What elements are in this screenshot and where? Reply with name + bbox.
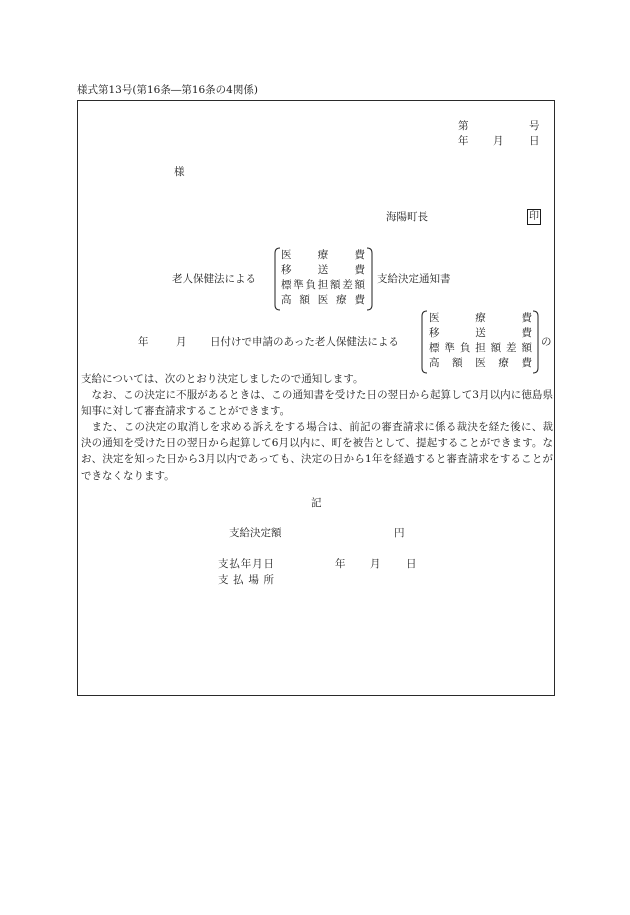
intro-option-text-char: 費 — [521, 357, 532, 369]
title-option — [281, 294, 365, 309]
title-option-text-char: 負 — [305, 279, 316, 291]
intro-option-text-char: 額 — [490, 342, 502, 354]
title-option-text-char: 費 — [354, 249, 365, 261]
title-option-text-char: 医 — [281, 249, 292, 261]
title-option-text-char: 準 — [293, 279, 304, 291]
title-option — [281, 249, 365, 264]
intro-option — [429, 357, 532, 372]
payment-date-label-text-char: 日 — [263, 558, 274, 570]
intro-options — [429, 312, 532, 372]
title-lead: 老人保健法による — [172, 273, 256, 285]
intro-option-text-char: 費 — [521, 327, 532, 339]
payment-date-label-text-char: 支 — [218, 558, 229, 570]
date-day: 日 — [529, 135, 540, 147]
intro-option-text-char: 高 — [429, 357, 440, 369]
title-option-text-char: 医 — [317, 294, 329, 306]
title-trail: 支給決定通知書 — [377, 273, 451, 285]
title-option-text-char: 移 — [281, 264, 292, 276]
payment-place-label-text-char: 払 — [233, 574, 244, 586]
title-option-text-char: 額 — [354, 279, 365, 291]
intro-left-brace — [420, 310, 428, 374]
payment-place-label-text-char: 支 — [218, 574, 229, 586]
payment-year: 年 — [335, 558, 346, 570]
intro-option-text-char: 差 — [506, 342, 517, 354]
date-year: 年 — [458, 135, 469, 147]
intro-option-text-char: 医 — [429, 312, 440, 324]
payment-place-label-text-char: 所 — [263, 574, 274, 586]
intro-option-text-char: 移 — [429, 327, 440, 339]
amount-unit: 円 — [394, 527, 405, 539]
date-month: 月 — [493, 135, 504, 147]
title-option-text-char: 費 — [354, 264, 365, 276]
payment-date-label-text-char: 払 — [229, 558, 240, 570]
seal-mark: 印 — [527, 209, 541, 225]
intro-option-text-char: 額 — [521, 342, 532, 354]
intro-option-text-char: 送 — [475, 327, 486, 339]
amount-label: 支給決定額 — [229, 527, 282, 539]
payment-place-label — [218, 574, 274, 587]
title-option — [281, 279, 365, 294]
intro-option-text-char: 療 — [498, 357, 509, 369]
title-option — [281, 264, 365, 279]
title-option-text-char: 差 — [342, 279, 353, 291]
number-prefix: 第 — [458, 120, 469, 132]
payment-date-label-row — [218, 558, 274, 571]
intro-option — [429, 327, 532, 342]
body-paragraph-1: 支給については、次のとおり決定しましたので通知します。 — [81, 373, 364, 385]
intro-option — [429, 312, 532, 327]
number-suffix: 号 — [529, 120, 540, 132]
intro-year: 年 — [138, 336, 149, 348]
title-option-text-char: 額 — [299, 294, 310, 306]
issuer-name: 海陽町長 — [386, 211, 428, 223]
intro-option-text-char: 額 — [452, 357, 463, 369]
title-option-text-char: 担 — [317, 279, 329, 291]
title-option-text-char: 療 — [317, 249, 329, 261]
title-option-text-char: 費 — [354, 294, 365, 306]
payment-date-label-text-char: 年 — [240, 558, 252, 570]
payment-place-label-text-char: 場 — [248, 574, 259, 586]
intro-trail: の — [541, 336, 552, 348]
title-right-brace — [366, 247, 374, 311]
title-option-text-char: 標 — [281, 279, 292, 291]
body-paragraph-3: また、この決定の取消しを求める訴えをする場合は、前記の審査請求に係る裁決を経た後に、裁決の通知を受けた日の翌日から起算して6月以内に、町を被告として、提起することができます。なお、決定を知った日から3月以内であっても、決定の日から1年を経過すると審査請求をすることができなくなります。 — [81, 421, 553, 482]
addressee-suffix: 様 — [174, 166, 185, 178]
intro-option-text-char: 療 — [475, 312, 486, 324]
title-option-text-char: 額 — [330, 279, 341, 291]
body-paragraph-2: なお、この決定に不服があるときは、この通知書を受けた日の翌日から起算して3月以内に徳島県知事に対して審査請求することができます。 — [81, 389, 553, 418]
ki-heading: 記 — [311, 497, 322, 509]
title-option-text-char: 送 — [317, 264, 329, 276]
intro-option-text-char: 負 — [459, 342, 471, 354]
intro-option-text-char: 担 — [475, 342, 486, 354]
payment-date-label-text-char: 月 — [252, 558, 263, 570]
intro-option — [429, 342, 532, 357]
intro-right-brace — [532, 310, 540, 374]
intro-option-text-char: 医 — [475, 357, 486, 369]
intro-option-text-char: 準 — [444, 342, 455, 354]
title-options — [281, 249, 365, 309]
payment-date-label — [218, 558, 274, 571]
title-left-brace — [273, 247, 281, 311]
payment-day: 日 — [406, 558, 417, 570]
intro-lead: 日付けで申請のあった老人保健法による — [210, 336, 399, 348]
title-option-text-char: 高 — [281, 294, 292, 306]
intro-month: 月 — [176, 336, 187, 348]
payment-month: 月 — [370, 558, 381, 570]
title-option-text-char: 療 — [336, 294, 347, 306]
form-label: 様式第13号(第16条―第16条の4関係) — [77, 84, 258, 96]
intro-option-text-char: 標 — [429, 342, 440, 354]
payment-place-label-row — [218, 574, 274, 587]
intro-option-text-char: 費 — [521, 312, 532, 324]
